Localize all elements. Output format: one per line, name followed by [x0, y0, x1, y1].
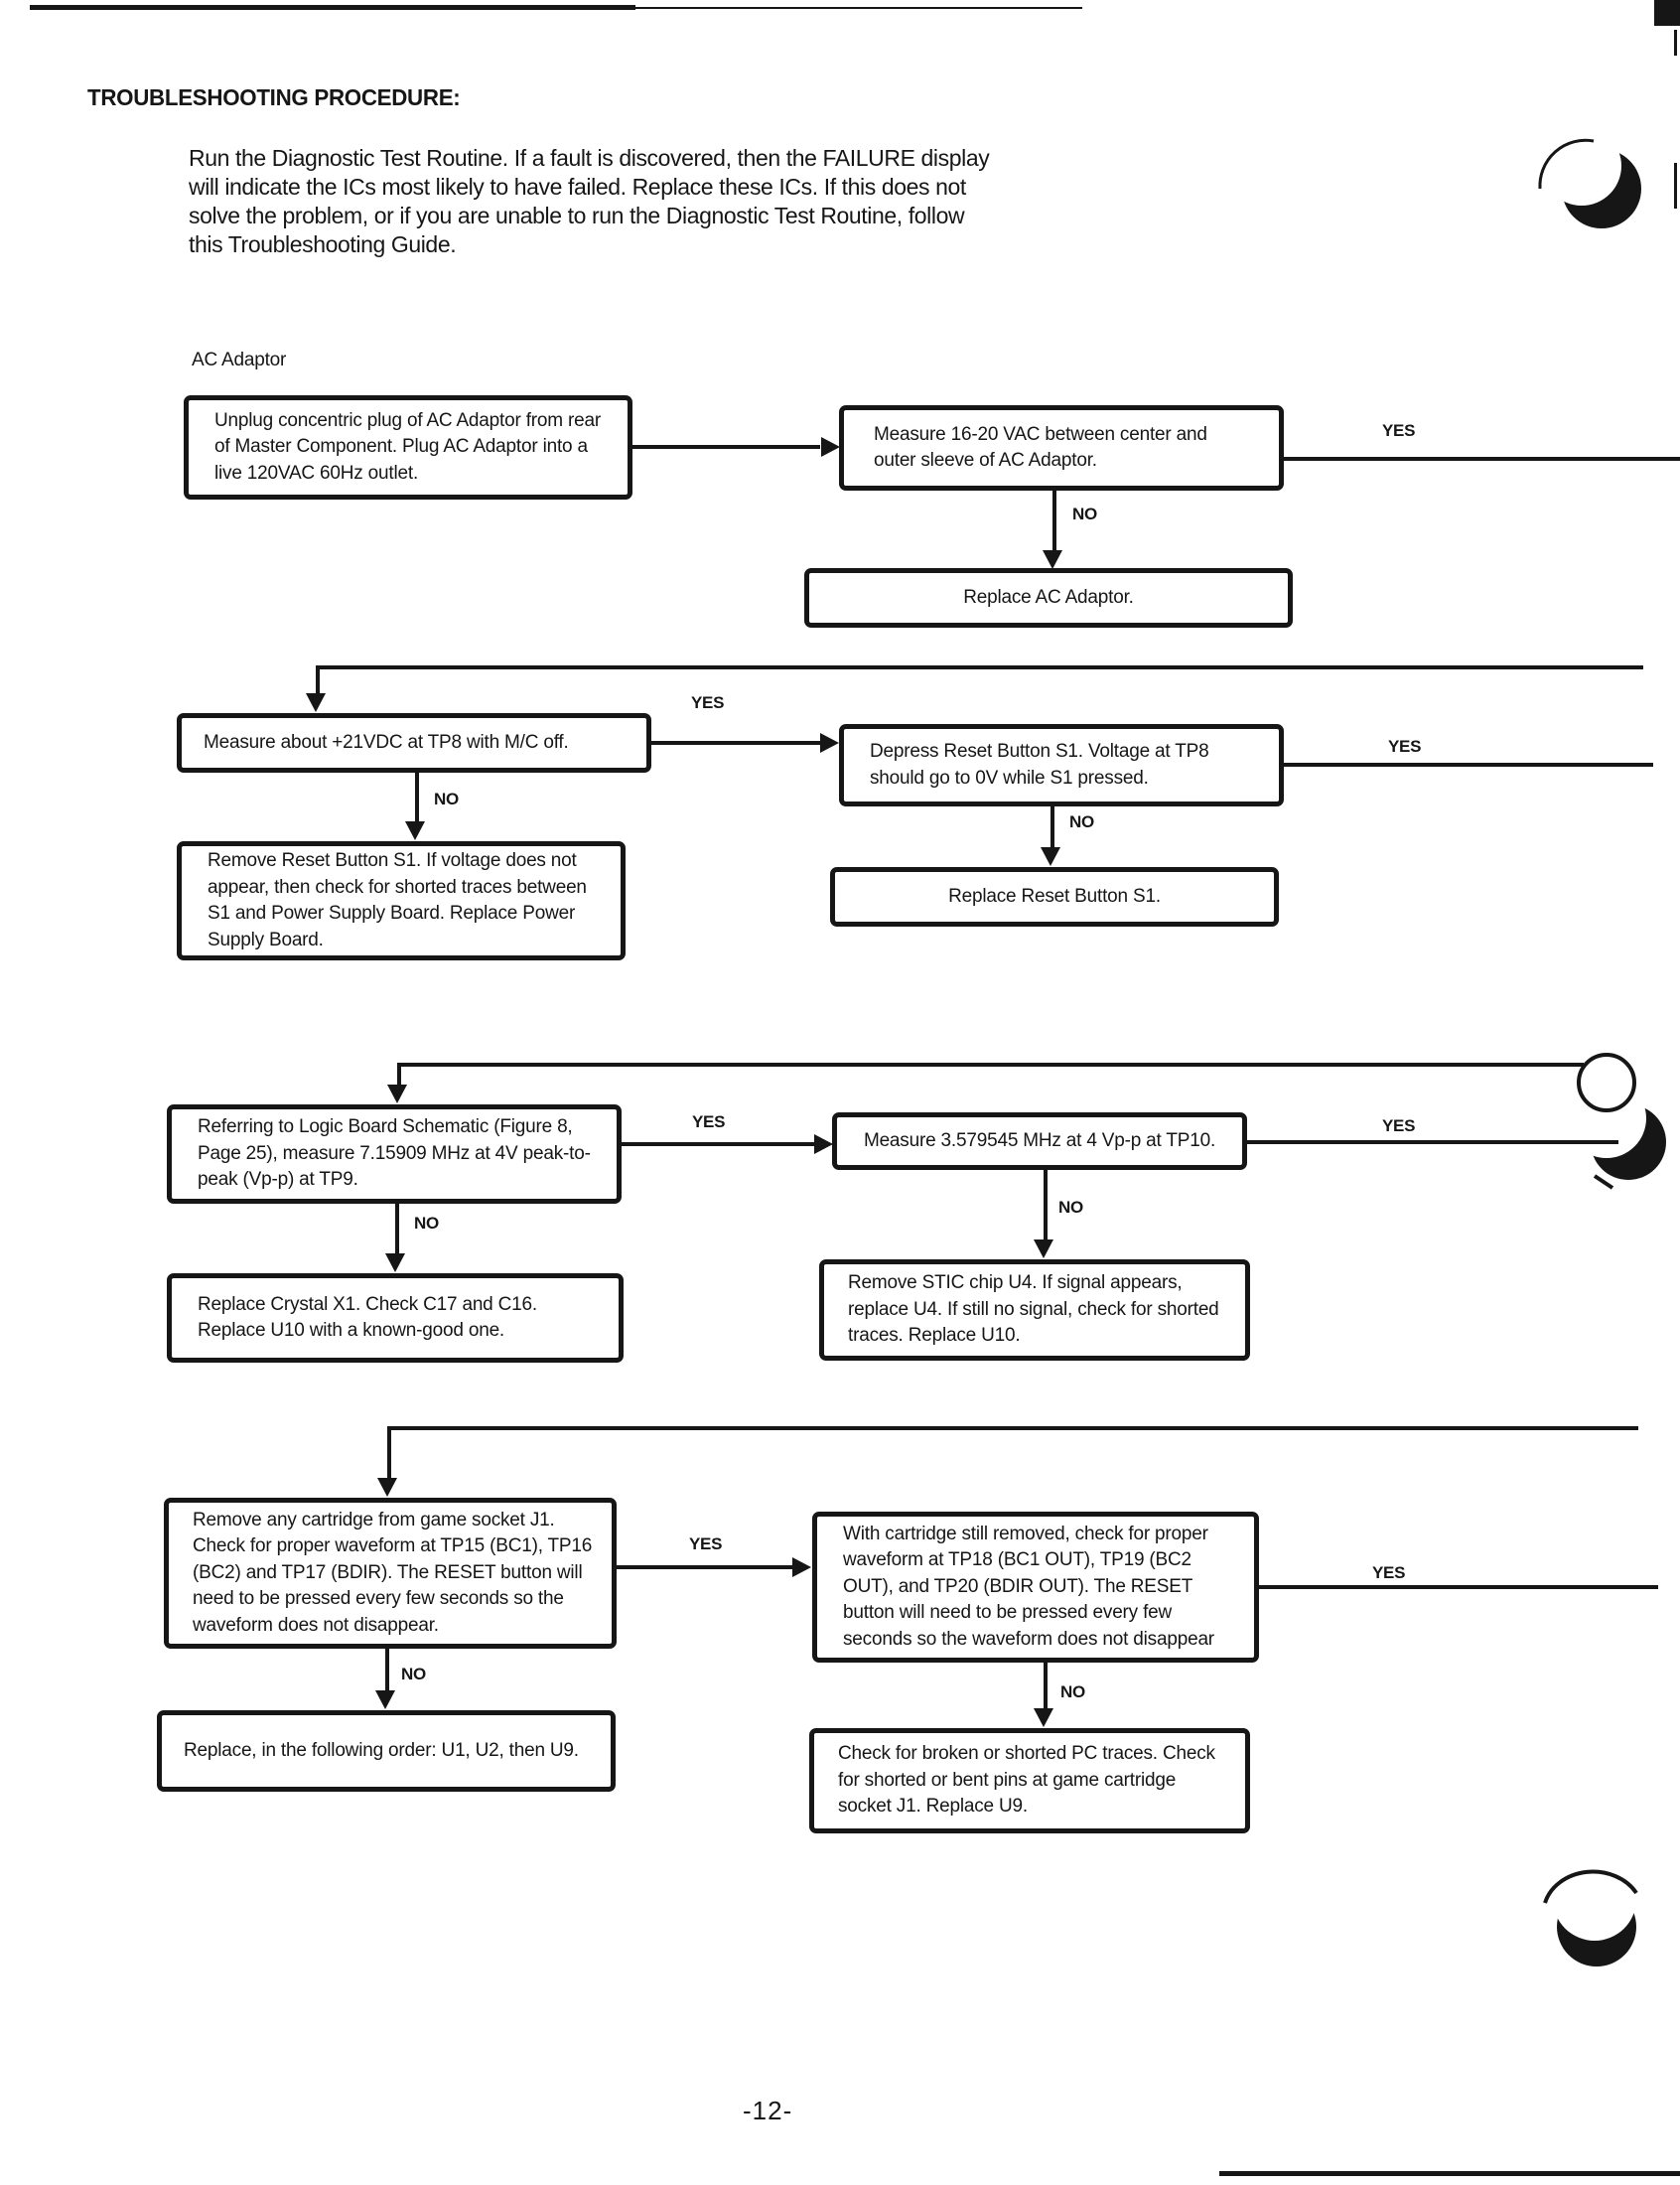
- flow-box-measure-tp9: Referring to Logic Board Schematic (Figure 8, Page 25), measure 7.15909 MHz at 4V peak-to-peak (Vp-p) at TP9.: [167, 1104, 622, 1204]
- connector-line: [1044, 1663, 1048, 1714]
- arrowhead-down: [377, 1478, 397, 1497]
- connector-line: [397, 1063, 1584, 1067]
- arrowhead-down: [1041, 847, 1060, 866]
- arrowhead-down: [405, 821, 425, 840]
- arrowhead-right: [814, 1134, 833, 1154]
- edge-dash-mark: [1674, 30, 1677, 56]
- punch-hole-mark: [1534, 134, 1653, 238]
- no-label: NO: [401, 1665, 426, 1683]
- yes-label: YES: [1372, 1563, 1406, 1582]
- arrowhead-down: [1043, 550, 1062, 569]
- intro-paragraph: [189, 144, 989, 259]
- connector-line: [415, 773, 419, 826]
- intro-line: this Troubleshooting Guide.: [189, 231, 457, 257]
- intro-line: will indicate the ICs most likely to have failed. Replace these ICs. If this does not: [189, 174, 966, 200]
- flow-box-check-pc-traces: Check for broken or shorted PC traces. Check for shorted or bent pins at game cartridge socket J1. Replace U9.: [809, 1728, 1250, 1833]
- arrowhead-right: [792, 1557, 811, 1577]
- no-label: NO: [414, 1214, 439, 1233]
- arrowhead-down: [387, 1085, 407, 1103]
- flow-box-remove-stic: Remove STIC chip U4. If signal appears, replace U4. If still no signal, check for shorted traces. Replace U10.: [819, 1259, 1250, 1361]
- connector-line: [1247, 1140, 1618, 1144]
- flow-box-remove-reset: Remove Reset Button S1. If voltage does not appear, then check for shorted traces between S1 and Power Supply Board. Replace Power Supply Board.: [177, 841, 626, 960]
- punch-hole-mark: [1567, 1051, 1676, 1190]
- connector-line: [617, 1565, 795, 1569]
- flow-box-measure-vac: Measure 16-20 VAC between center and outer sleeve of AC Adaptor.: [839, 405, 1284, 491]
- intro-line: Run the Diagnostic Test Routine. If a fault is discovered, then the FAILURE display: [189, 145, 990, 171]
- flow-box-remove-cartridge: Remove any cartridge from game socket J1. Check for proper waveform at TP15 (BC1), TP16 (BC2) and TP17 (BDIR). The RESET button will need to be pressed every few seconds so the waveform does not disappear.: [164, 1498, 617, 1649]
- flow-box-replace-adaptor: Replace AC Adaptor.: [804, 568, 1293, 628]
- flow-box-depress-reset: Depress Reset Button S1. Voltage at TP8 should go to 0V while S1 pressed.: [839, 724, 1284, 806]
- flow-box-replace-u1-u2-u9: Replace, in the following order: U1, U2, then U9.: [157, 1710, 616, 1792]
- flow-box-measure-tp8: Measure about +21VDC at TP8 with M/C off.: [177, 713, 651, 773]
- yes-label: YES: [1382, 421, 1416, 440]
- section-label: AC Adaptor: [192, 350, 287, 370]
- connector-line: [316, 665, 1643, 669]
- connector-line: [1052, 490, 1056, 551]
- arrowhead-right: [821, 437, 840, 457]
- yes-label: YES: [692, 1112, 726, 1131]
- connector-line: [387, 1426, 391, 1486]
- no-label: NO: [1069, 812, 1094, 831]
- top-rule-left: [30, 5, 635, 10]
- flow-box-replace-crystal: Replace Crystal X1. Check C17 and C16. Replace U10 with a known-good one.: [167, 1273, 624, 1363]
- no-label: NO: [1072, 505, 1097, 523]
- punch-hole-mark: [1537, 1855, 1656, 1979]
- yes-label: YES: [1388, 737, 1422, 756]
- corner-mark: [1654, 0, 1680, 26]
- edge-dash-mark: [1674, 163, 1677, 209]
- yes-label: YES: [691, 693, 725, 712]
- bottom-rule: [1219, 2171, 1680, 2176]
- no-label: NO: [1060, 1682, 1085, 1701]
- page-number: -12-: [743, 2096, 793, 2125]
- intro-line: solve the problem, or if you are unable to run the Diagnostic Test Routine, follow: [189, 203, 965, 228]
- top-rule-right: [635, 7, 1082, 9]
- flow-box-replace-reset: Replace Reset Button S1.: [830, 867, 1279, 927]
- connector-line: [395, 1204, 399, 1259]
- arrowhead-down: [375, 1690, 395, 1709]
- yes-label: YES: [689, 1534, 723, 1553]
- flow-box-measure-tp10: Measure 3.579545 MHz at 4 Vp-p at TP10.: [832, 1112, 1247, 1170]
- connector-line: [1284, 457, 1680, 461]
- arrowhead-down: [1034, 1239, 1053, 1258]
- flow-box-unplug-adaptor: Unplug concentric plug of AC Adaptor from rear of Master Component. Plug AC Adaptor into a live 120VAC 60Hz outlet.: [184, 395, 632, 500]
- arrowhead-right: [820, 733, 839, 753]
- arrowhead-down: [306, 693, 326, 712]
- connector-line: [1050, 806, 1054, 852]
- flow-box-cartridge-removed: With cartridge still removed, check for proper waveform at TP18 (BC1 OUT), TP19 (BC2 OUT), and TP20 (BDIR OUT). The RESET button will need to be pressed every few seconds so the waveform does not disappear: [812, 1512, 1259, 1663]
- page-title: TROUBLESHOOTING PROCEDURE:: [87, 84, 461, 110]
- connector-line: [651, 741, 820, 745]
- connector-line: [1044, 1170, 1048, 1245]
- connector-line: [622, 1142, 814, 1146]
- arrowhead-down: [385, 1253, 405, 1272]
- connector-line: [1259, 1585, 1658, 1589]
- yes-label: YES: [1382, 1116, 1416, 1135]
- no-label: NO: [434, 790, 459, 808]
- no-label: NO: [1058, 1198, 1083, 1217]
- arrowhead-down: [1034, 1708, 1053, 1727]
- connector-line: [1284, 763, 1653, 767]
- connector-line: [632, 445, 820, 449]
- connector-line: [387, 1426, 1638, 1430]
